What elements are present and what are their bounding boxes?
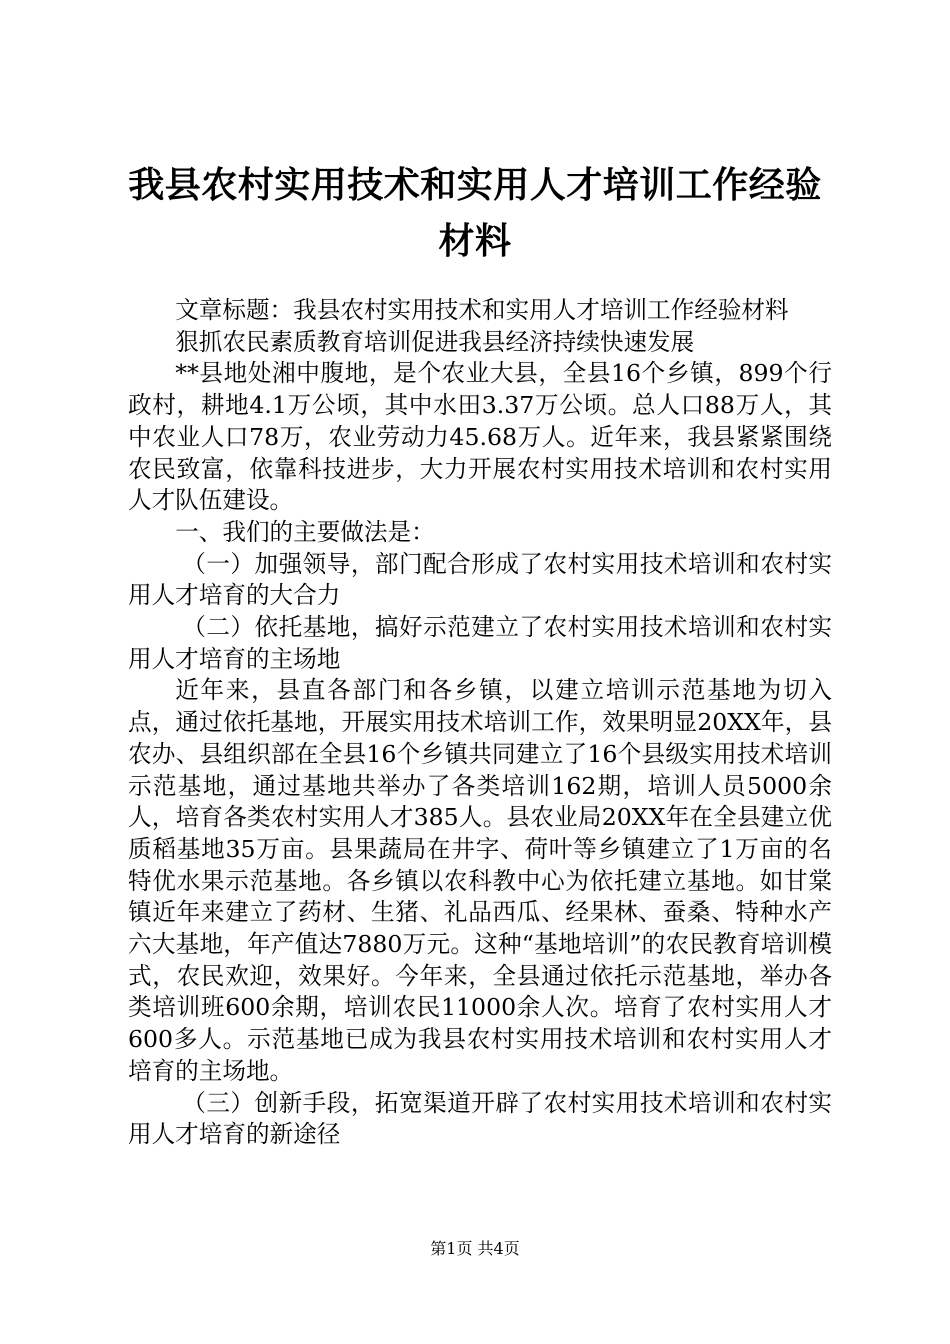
document-body	[128, 295, 832, 1151]
subheading-3: （三）创新手段，拓宽渠道开辟了农村实用技术培训和农村实用人才培育的新途径	[128, 1088, 832, 1149]
article-title-line: 文章标题：我县农村实用技术和实用人才培训工作经验材料	[175, 296, 789, 324]
subheading-1: （一）加强领导，部门配合形成了农村实用技术培训和农村实用人才培育的大合力	[128, 549, 832, 610]
subheading-2: （二）依托基地，搞好示范建立了农村实用技术培训和农村实用人才培育的主场地	[128, 613, 832, 673]
paragraph-overview: **县地处湘中腹地，是个农业大县，全县16个乡镇，899个行政村，耕地4.1万公顷，其中水田3.37万公顷。总人口88万人，其中农业人口78万，农业劳动力45.68万人。近年来，我县紧紧围绕农民致富，依靠科技进步，大力开展农村实用技术培训和农村实用人才队伍建设。	[128, 359, 832, 515]
page-number-footer: 第1页 共4页	[430, 1239, 520, 1258]
document-title: 我县农村实用技术和实用人才培训工作经验材料	[128, 165, 822, 262]
paragraph-base-training: 近年来，县直各部门和各乡镇，以建立培训示范基地为切入点，通过依托基地，开展实用技术培训工作，效果明显20XX年，县农办、县组织部在全县16个乡镇共同建立了16个县级实用技术培训示范基地，通过基地共举办了各类培训162期，培训人员5000余人，培育各类农村实用人才385人。县农业局20XX年在全县建立优质稻基地35万亩。县果蔬局在井字、荷叶等乡镇建立了1万亩的名特优水果示范基地。各乡镇以农科教中心为依托建立基地。如甘棠镇近年来建立了药材、生猪、礼品西瓜、经果林、蚕桑、特种水产六大基地，年产值达7880万元。这种“基地培训”的农民教育培训模式，农民欢迎，效果好。今年来，全县通过依托示范基地，举办各类培训班600余期，培训农民11000余人次。培育了农村实用人才600多人。示范基地已成为我县农村实用技术培训和农村实用人才培育的主场地。	[128, 676, 832, 1085]
section-heading: 一、我们的主要做法是：	[175, 517, 435, 546]
paragraph-slogan: 狠抓农民素质教育培训促进我县经济持续快速发展	[175, 327, 695, 356]
